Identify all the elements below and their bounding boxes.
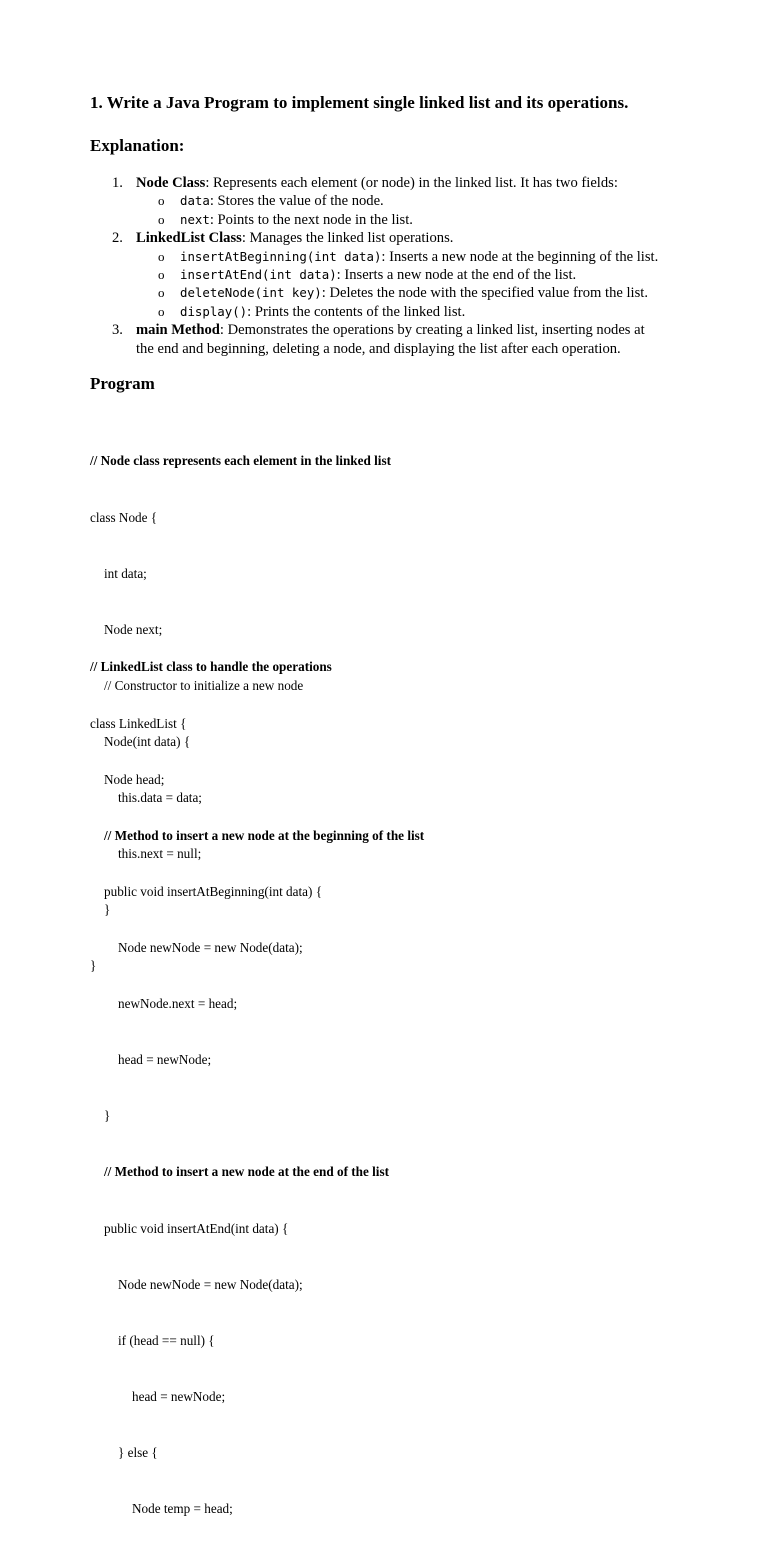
code-line: Node(int data) { — [104, 733, 191, 749]
sub-code: data — [180, 193, 210, 209]
page-title: 1. Write a Java Program to implement single linked list and its operations. — [90, 93, 629, 112]
list-text: : Manages the linked list operations. — [241, 230, 454, 247]
code-line: this.data = data; — [118, 790, 202, 806]
sub-item — [90, 211, 690, 229]
list-number: 1. — [112, 175, 123, 191]
code-line: } — [90, 958, 97, 974]
code-line: if (head == null) { — [118, 1332, 215, 1348]
list-text: : Represents each element (or node) in the linked list. It has two fields: — [205, 175, 618, 191]
sub-item — [90, 284, 690, 302]
code-line: newNode.next = head; — [118, 996, 238, 1012]
sub-item — [90, 266, 690, 284]
code-line: Node temp = head; — [132, 1501, 233, 1517]
code-line: int data; — [104, 565, 147, 581]
code-line: head = newNode; — [132, 1388, 226, 1404]
code-comment: // Method to insert a new node at the end of the list — [104, 1164, 389, 1180]
sub-text: : Inserts a new node at the beginning of the list. — [381, 248, 659, 265]
list-term: main Method — [136, 322, 220, 339]
code-line: } — [104, 1108, 111, 1124]
list-number: 3. — [112, 322, 123, 339]
list-item — [90, 174, 690, 192]
sub-text: : Prints the contents of the linked list. — [247, 303, 466, 320]
sub-item — [90, 248, 690, 266]
code-line: } else { — [118, 1444, 158, 1460]
sub-code: deleteNode(int key) — [180, 285, 322, 301]
code-line: Node newNode = new Node(data); — [118, 1276, 303, 1292]
bullet-marker: o — [158, 267, 165, 283]
sub-code: display() — [180, 303, 248, 319]
sub-code: next — [180, 211, 210, 227]
list-number: 2. — [112, 230, 123, 247]
code-comment: // Method to insert a new node at the beginning of the list — [104, 827, 425, 843]
code-comment: // Node class represents each element in the linked list — [90, 453, 391, 469]
bullet-marker: o — [158, 248, 165, 264]
explanation-list — [90, 174, 690, 358]
sub-code: insertAtBeginning(int data) — [180, 248, 382, 264]
code-line: Node next; — [104, 621, 163, 637]
explanation-heading: Explanation: — [90, 136, 185, 155]
list-term: Node Class — [136, 175, 206, 191]
code-line: public void insertAtEnd(int data) { — [104, 1220, 289, 1236]
code-line: Node head; — [104, 771, 165, 787]
list-item — [90, 321, 690, 339]
code-line: public void insertAtBeginning(int data) { — [104, 883, 323, 899]
code-line: Node newNode = new Node(data); — [118, 939, 303, 955]
program-heading: Program — [90, 374, 155, 393]
code-line: // Constructor to initialize a new node — [104, 677, 304, 693]
code-line: class Node { — [90, 509, 158, 525]
code-comment: // LinkedList class to handle the operations — [90, 659, 332, 675]
bullet-marker: o — [158, 211, 165, 227]
code-block-linkedlist — [90, 621, 424, 1556]
sub-text: : Stores the value of the node. — [209, 193, 384, 210]
sub-item — [90, 303, 690, 321]
sub-code: insertAtEnd(int data) — [180, 267, 337, 283]
sub-item — [90, 192, 690, 210]
code-line: head = newNode; — [118, 1052, 212, 1068]
list-text: : Demonstrates the operations by creating a linked list, inserting nodes at — [219, 322, 645, 339]
list-term: LinkedList Class — [136, 230, 242, 247]
sub-text: : Deletes the node with the specified value from the list. — [321, 285, 648, 302]
bullet-marker: o — [158, 193, 165, 209]
code-line: this.next = null; — [118, 846, 202, 862]
code-line: } — [104, 902, 111, 918]
list-item-continuation — [90, 340, 690, 358]
code-line: class LinkedList { — [90, 715, 187, 731]
sub-text: : Points to the next node in the list. — [209, 211, 413, 228]
sub-text: : Inserts a new node at the end of the list. — [336, 267, 577, 284]
list-item — [90, 229, 690, 247]
list-text: the end and beginning, deleting a node, and displaying the list after each operation. — [136, 340, 621, 357]
bullet-marker: o — [158, 285, 165, 301]
bullet-marker: o — [158, 303, 165, 319]
